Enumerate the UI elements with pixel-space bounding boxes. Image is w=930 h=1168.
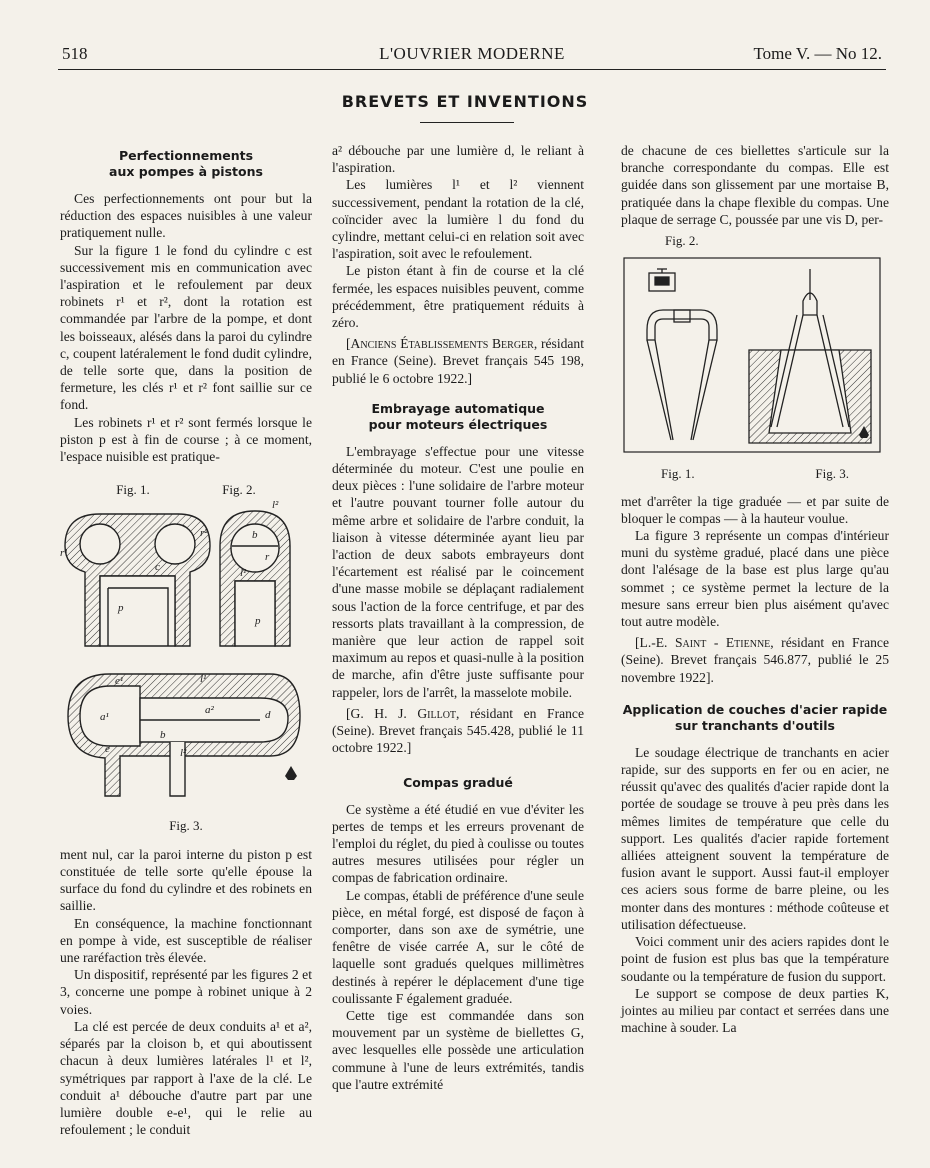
journal-title: L'OUVRIER MODERNE (379, 44, 565, 63)
svg-text:p: p (118, 602, 124, 615)
compass-fig-1 (647, 310, 717, 440)
patent-holder: [Anciens Établissements Berger, (346, 336, 538, 352)
svg-text:a²: a² (205, 704, 214, 717)
pump-diagram-figure (60, 499, 312, 806)
column-2 (332, 142, 584, 1093)
svg-text:e¹: e¹ (115, 675, 124, 688)
clamp-detail-fig-2 (649, 269, 675, 291)
patent-reference: [G. H. J. Gillot, résidant en France (Seine). Brevet français 545.428, publié le 11 octobre 1922.] (332, 705, 585, 756)
paragraph: L'embrayage s'effectue pour une vitesse déterminée du moteur. C'est une poulie en deux pièces : l'une solidaire de l'arbre moteur et l'autre pouvant tourner folle autour du même arbre et solidaire de l'arbre conduit, la liaison à vitesse déterminée ayant lieu par l'action de deux sabots embrayeurs dont l'écartement est réalisé par le coincement d'une masse mobile se déplaçant radialement sous l'action de la force centrifuge, et par des ressorts plats travaillant à la compression, de manière que leur action de rappel soit maximum au repos et quasi-nulle à la position de marche, afin d'être juste suffisante pour rappeler, lors de l'arrêt, la masselote mobile. (332, 443, 584, 700)
svg-text:r: r (265, 551, 270, 564)
paragraph: En conséquence, la machine fonctionnant en pompe à vide, est susceptible de réaliser une raréfaction très élevée. (60, 915, 312, 966)
patent-holder: [G. H. J. Gillot, (346, 705, 460, 721)
article-heading-pumps: Perfectionnements aux pompes à pistons (109, 148, 263, 179)
article-heading-steel: Application de couches d'acier rapide sur tranchants d'outils (622, 701, 888, 733)
paragraph: Ces perfectionnements ont pour but la réduction des espaces nuisibles à une valeur pratiquement nulle. (60, 191, 312, 241)
inside-compass-fig-3 (749, 269, 871, 443)
svg-text:l¹: l¹ (240, 567, 247, 580)
volume-number: Tome V. — No 12. (753, 44, 882, 63)
patent-reference: [Anciens Établissements Berger, résidant en France (Seine). Brevet français 545 198, publié le 6 octobre 1922.] (332, 336, 584, 386)
paragraph: Sur la figure 1 le fond du cylindre c est successivement mis en communication avec l'aspiration et le refoulement par deux robinets r¹ et r², dont la rotation est commandée par l'arbre de la pompe, et dont les boisseaux, alésés dans la paroi du cylindre c, coupent latéralement le fond dudit cylindre, de telle sorte que, dans la position de fermeture, les clés r¹ et r² font saillie sur ce fond. (60, 242, 312, 413)
paragraph: Un dispositif, représenté par les figures 2 et 3, concerne une pompe à robinet unique à 2 voies. (60, 967, 312, 1017)
figure-label: Fig. 1. (661, 466, 695, 482)
paragraph: La figure 3 représente un compas d'intérieur muni du système gradué, placé dans une pièce dont l'alésage de la base est plus large qu'au sommet ; ce système permet la lecture de la mesure sans erreur bien plus aisément qu'avec tout autre modèle. (621, 528, 889, 630)
figure-labels (661, 465, 849, 482)
figure-label: Fig. 2. (222, 482, 256, 498)
svg-text:r¹: r¹ (60, 547, 68, 560)
paragraph: Le compas, établi de préférence d'une seule pièce, en métal forgé, est disposé de façon à comporter, dans son axe de symétrie, une fenêtre de visée carrée A, sur le côté de laquelle sont gradués quelques millimètres destinés à repérer le déplacement d'une tige coulissante F également graduée. (332, 887, 584, 1006)
figure-caption: Fig. 3. (169, 817, 203, 833)
compass-diagram-figure (621, 255, 883, 455)
paragraph: Le soudage électrique de tranchants en acier rapide, sur des supports en fer ou en acier, ne réussit qu'avec des qualités d'acier rapide dont la portée de soudage se trouve à peu près dans les mêmes limites de température que celle du support. Les qualités d'acier rapide fortement alliées atteignent souvent la température de fusion avant le support. Aussi faut-il employer ces aciers sous forme de barre pleine, ou les monter dans des montures : méthode coûteuse et utilisation défectueuse. (621, 744, 889, 932)
article-heading-clutch: Embrayage automatique pour moteurs électriques (368, 400, 548, 432)
paragraph: La clé est percée de deux conduits a¹ et a², séparés par la cloison b, et qui aboutissent chacun à deux lumières latérales l¹ et l², symétriques par rapport à l'axe de la clé. Le conduit a¹ débouche d'autre part par une lumière double e-e¹, qui le relie au refoulement ; le conduit (60, 1018, 312, 1138)
paragraph: a² débouche par une lumière d, le reliant à l'aspiration. (332, 143, 584, 176)
svg-text:r²: r² (200, 527, 208, 540)
paragraph: Ce système a été étudié en vue d'éviter les pertes de temps et les erreurs provenant de l'emploi du réglet, du pied à coulisse ou toutes autres mesures utilisées pour régler un compas de fabrication ordinaire. (332, 801, 584, 886)
section-title: BREVETS ET INVENTIONS (341, 92, 589, 111)
pump-fig-2 (220, 499, 290, 646)
svg-text:a¹: a¹ (100, 711, 109, 724)
article-heading-compass: Compas gradué (403, 774, 513, 790)
paragraph: Le support se compose de deux parties K, jointes au milieu par contact et serrées dans une machine à souder. La (621, 985, 889, 1036)
paragraph: Les lumières l¹ et l² viennent successivement, pendant la rotation de la clé, coïncider avec la lumière l du fond du cylindre, mettant celui-ci en relation soit avec l'aspiration, soit avec le refoulement. (332, 177, 584, 262)
patent-holder: [L.-E. Saint - Etienne, (635, 635, 774, 651)
paragraph: ment nul, car la paroi interne du piston p est constituée de telle sorte qu'elle épouse la surface du fond du cylindre et des robinets en saillie. (60, 846, 312, 914)
svg-text:b: b (160, 729, 166, 742)
page-number: 518 (62, 44, 88, 63)
svg-text:c: c (155, 561, 160, 574)
svg-text:d: d (265, 709, 271, 722)
paragraph: de chacune de ces biellettes s'articule sur la branche correspondante du compas. Elle est guidée dans son glissement par une mortaise B, pratiquée dans la chape flexible du compas. Une plaque de serrage C, poussée par une vis D, per- (621, 143, 889, 227)
paragraph: Voici comment unir des aciers rapides dont le point de fusion est plus bas que la température soudante ou la température de fusion du support. (621, 934, 889, 984)
paragraph: met d'arrêter la tige graduée — et par suite de bloquer le compas — à la hauteur voulue. (621, 493, 889, 526)
svg-text:e: e (105, 743, 110, 756)
running-header (62, 44, 882, 68)
figure-label: Fig. 1. (116, 482, 150, 498)
pump-fig-3 (68, 673, 300, 796)
svg-text:b: b (252, 529, 258, 542)
pump-fig-1 (60, 514, 210, 646)
svg-text:l¹: l¹ (200, 673, 207, 686)
paragraph: Les robinets r¹ et r² sont fermés lorsque le piston p est à fin de course ; à ce moment, l'espace nuisible est pratique- (60, 414, 312, 465)
column-1 (60, 142, 312, 1138)
svg-text:p: p (255, 615, 261, 628)
patent-reference: [L.-E. Saint - Etienne, résidant en France (Seine). Brevet français 546.877, publié le 25 novembre 1922]. (621, 635, 889, 685)
header-rule (58, 69, 886, 70)
column-3 (621, 142, 889, 1036)
svg-text:l²: l² (180, 747, 187, 760)
figure-label: Fig. 3. (815, 466, 849, 482)
figure-labels (60, 481, 312, 498)
paragraph: Cette tige est commandée dans son mouvement par un système de biellettes G, avec lesquelles elle possède une articulation commune à l'une de leurs extrémités, tandis que l'autre extrémité (332, 1007, 584, 1092)
title-rule (420, 122, 514, 123)
svg-text:l²: l² (272, 499, 279, 512)
figure-label: Fig. 2. (665, 233, 699, 249)
paragraph: Le piston étant à fin de course et la clé fermée, les espaces nuisibles peuvent, comme précédemment, être pratiquement réduits à zéro. (332, 263, 584, 331)
